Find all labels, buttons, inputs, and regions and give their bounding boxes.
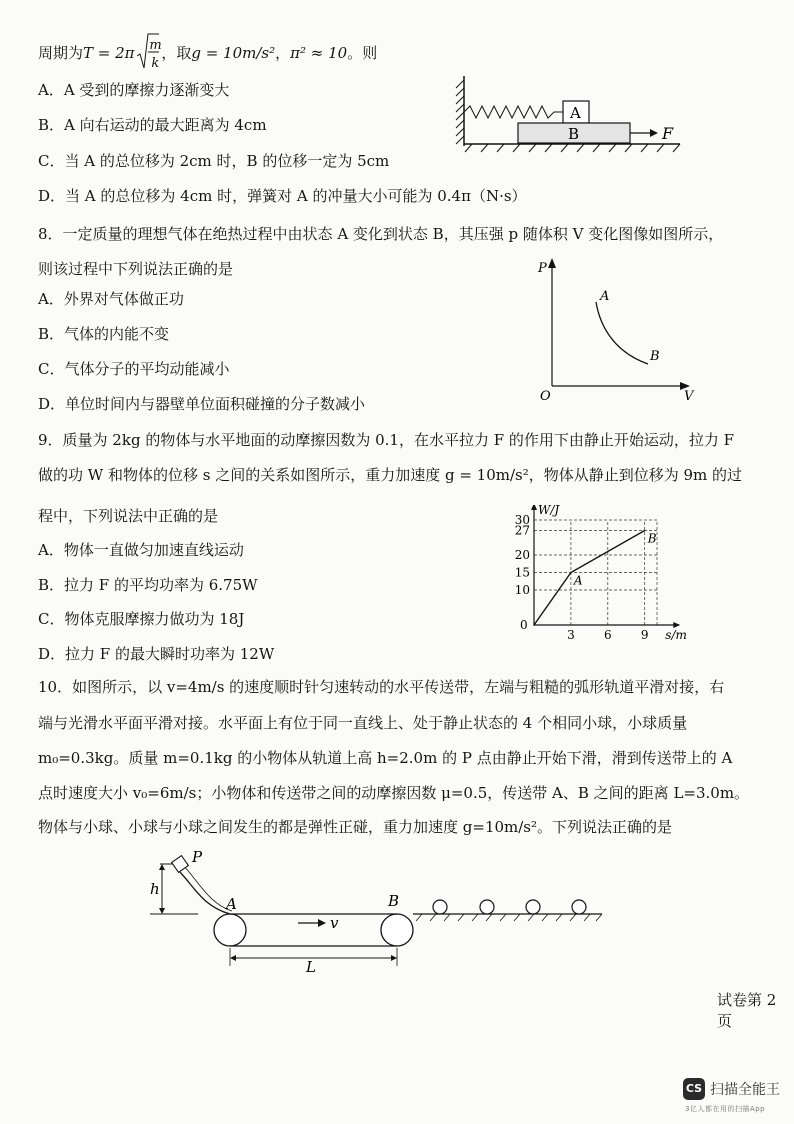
- q10-stem-line-3: m₀=0.3kg。质量 m=0.1kg 的小物体从轨道上高 h=2.0m 的 P 点由静止开始下滑，滑到传送带上的 A: [38, 749, 733, 767]
- point-annotation: A: [573, 573, 583, 588]
- v-axis-label: V: [684, 389, 694, 404]
- q7-g-value: g = 10m/s²: [191, 44, 276, 62]
- ground-icon: [464, 144, 680, 152]
- q10-conveyor-figure: [140, 848, 610, 982]
- q8-pv-figure: [530, 254, 700, 408]
- q8-option-a: A．外界对气体做正功: [38, 290, 184, 308]
- x-tick-label: 3: [567, 628, 575, 640]
- q9-stem-line-1: 9．质量为 2kg 的物体与水平地面的动摩擦因数为 0.1，在水平拉力 F 的作用下由静止开始运动，拉力 F: [38, 431, 735, 449]
- q7-formula-k: k: [151, 56, 160, 71]
- x-tick-label: 6: [603, 628, 612, 640]
- camscanner-logo-icon: CS: [683, 1078, 705, 1100]
- q8-stem-line-2: 则该过程中下列说法正确的是: [38, 260, 234, 278]
- q9-option-a: A．物体一直做匀加速直线运动: [38, 541, 244, 559]
- q10-stem-line-5: 物体与小球、小球与小球之间发生的都是弹性正碰，重力加速度 g=10m/s²。下列说法正确的是: [38, 818, 673, 836]
- block-b: [518, 123, 630, 143]
- work-series-line: [534, 531, 645, 626]
- q7-formula-m: m: [149, 38, 162, 53]
- q7-intro-text-c: ，: [275, 44, 291, 62]
- length-label: L: [306, 958, 316, 976]
- q9-option-c: C．物体克服摩擦力做功为 18J: [38, 610, 245, 628]
- point-a-label: A: [226, 895, 237, 913]
- work-displacement-plot: [500, 505, 720, 640]
- force-arrow-icon: [630, 129, 658, 137]
- scanner-watermark: [683, 1076, 793, 1116]
- q8-option-b: B．气体的内能不变: [38, 325, 170, 343]
- velocity-arrow-icon: [318, 919, 326, 927]
- small-object-icon: [172, 856, 189, 873]
- y-tick-label: 27: [514, 523, 530, 538]
- p-axis-arrow-icon: [548, 258, 556, 268]
- q7-option-b: B．A 向右运动的最大距离为 4cm: [38, 116, 267, 134]
- q8-option-c: C．气体分子的平均动能减小: [38, 360, 230, 378]
- pv-diagram: [530, 254, 700, 404]
- scanner-tagline: 3亿人都在用的扫描App: [685, 1105, 766, 1113]
- point-a-label: A: [600, 289, 610, 304]
- point-annotation: B: [647, 531, 657, 546]
- wall-icon: [456, 76, 464, 146]
- origin-label: 0: [520, 618, 528, 632]
- q7-option-c: C．当 A 的总位移为 2cm 时，B 的位移一定为 5cm: [38, 152, 390, 170]
- q7-intro-text-b: ，取: [161, 44, 192, 62]
- block-b-label: B: [568, 125, 580, 143]
- work-series-point: [644, 530, 646, 532]
- q7-intro-text-a: 周期为: [38, 44, 84, 62]
- y-tick-label: 15: [514, 565, 530, 580]
- work-series-point: [533, 624, 535, 626]
- force-label: F: [662, 124, 674, 143]
- x-axis-label: s/m: [665, 628, 687, 640]
- y-axis-arrow-icon: [531, 505, 537, 510]
- y-tick-label: 20: [514, 548, 530, 562]
- right-roller-icon: [381, 914, 413, 946]
- point-b-label: B: [650, 349, 660, 364]
- q7-intro-text-d: 。则: [347, 44, 378, 62]
- p-axis-label: P: [538, 261, 547, 276]
- height-label: h: [150, 880, 160, 898]
- conveyor-belt-diagram: [140, 848, 610, 978]
- page-number: 试卷第 2 页: [717, 991, 777, 1030]
- curved-track: [178, 870, 230, 914]
- ball-3-icon: [526, 900, 540, 914]
- q9-stem-line-3: 程中，下列说法中正确的是: [38, 507, 219, 525]
- curved-track-inner: [184, 866, 232, 911]
- q10-stem-line-1: 10．如图所示，以 v=4m/s 的速度顺时针匀速转动的水平传送带，左端与粗糙的弧形轨道平滑对接，右: [38, 678, 725, 696]
- adiabatic-curve: [596, 302, 648, 364]
- y-axis-label: W/J: [538, 505, 560, 517]
- length-arrow-left-icon: [230, 955, 236, 961]
- point-p-label: P: [192, 848, 203, 866]
- ball-4-icon: [572, 900, 586, 914]
- point-b-label: B: [388, 892, 400, 910]
- spring-icon: [464, 106, 563, 118]
- velocity-label: v: [330, 914, 339, 932]
- q7-pi-approx: π² ≈ 10: [290, 44, 348, 62]
- work-series-point: [570, 572, 572, 574]
- q7-option-a: A．A 受到的摩擦力逐渐变大: [38, 81, 230, 99]
- q8-option-d: D．单位时间内与器壁单位面积碰撞的分子数减小: [38, 395, 366, 413]
- ball-2-icon: [480, 900, 494, 914]
- q9-option-b: B．拉力 F 的平均功率为 6.75W: [38, 576, 258, 594]
- q9-option-d: D．拉力 F 的最大瞬时功率为 12W: [38, 645, 275, 663]
- ball-1-icon: [433, 900, 447, 914]
- q8-stem-line-1: 8．一定质量的理想气体在绝热过程中由状态 A 变化到状态 B，其压强 p 随体积 V 变化图像如图所示，: [38, 225, 724, 243]
- length-arrow-right-icon: [391, 955, 397, 961]
- q10-stem-line-4: 点时速度大小 v₀=6m/s；小物体和传送带之间的动摩擦因数 μ=0.5，传送带 A、B 之间的距离 L=3.0m。: [38, 784, 750, 802]
- origin-label: O: [540, 389, 551, 404]
- q9-work-displacement-chart: [500, 505, 720, 644]
- left-roller-icon: [214, 914, 246, 946]
- q7-option-d: D．当 A 的总位移为 4cm 时，弹簧对 A 的冲量大小可能为 0.4π（N·s）: [38, 187, 527, 205]
- height-arrow-down-icon: [159, 908, 165, 914]
- height-arrow-up-icon: [159, 864, 165, 870]
- y-tick-label: 30: [514, 513, 530, 527]
- x-tick-label: 9: [640, 628, 649, 640]
- y-tick-label: 10: [514, 583, 530, 597]
- q7-formula-period: T = 2π: [83, 44, 135, 62]
- block-a-label: A: [570, 104, 581, 122]
- scanner-app-name: 扫描全能王: [710, 1082, 780, 1098]
- q7-spring-block-figure: [450, 72, 690, 158]
- q7-sqrt: [139, 36, 161, 72]
- floor-hatching-icon: [416, 914, 602, 921]
- block-a: [563, 101, 589, 123]
- spring-block-diagram: [450, 72, 690, 154]
- q10-stem-line-2: 端与光滑水平面平滑对接。水平面上有位于同一直线上、处于静止状态的 4 个相同小球，小球质量: [38, 714, 688, 732]
- q9-stem-line-2: 做的功 W 和物体的位移 s 之间的关系如图所示，重力加速度 g = 10m/s²，物体从静止到位移为 9m 的过: [38, 466, 743, 484]
- q7-intro: [38, 36, 377, 72]
